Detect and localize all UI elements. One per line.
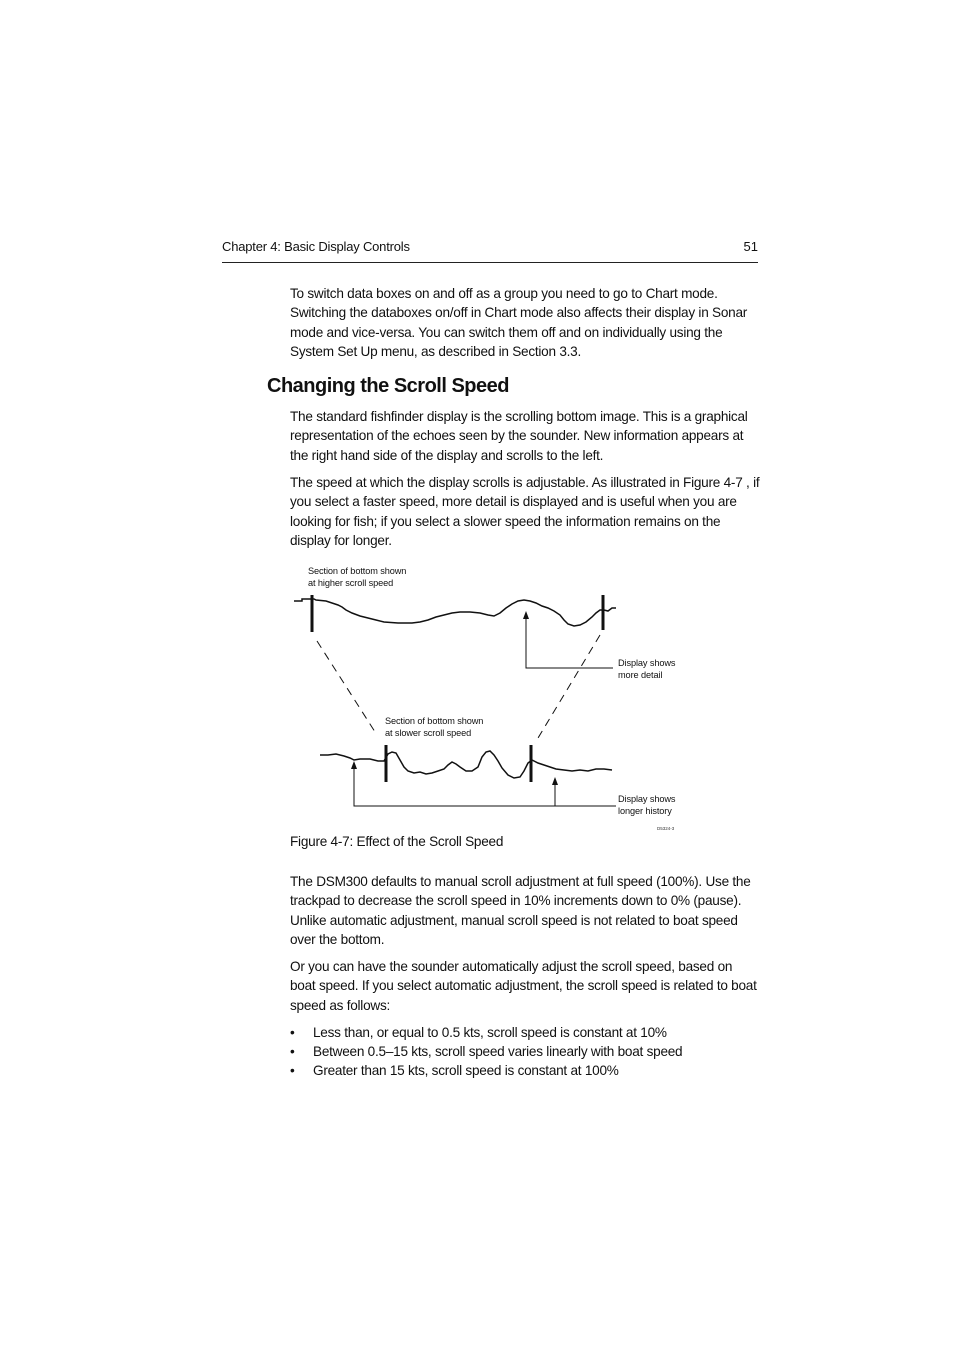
arrow-history-left (351, 761, 357, 769)
fast-scroll-bottom-profile (294, 599, 616, 626)
list-item-text: Greater than 15 kts, scroll speed is constant at 100% (313, 1063, 619, 1079)
intro-paragraph: To switch data boxes on and off as a group you need to go to Chart mode. Switching the databoxes on/off in Chart mode also affects their display in Sonar mode and vice-versa. You can switch them off and on individually using the System Set Up menu, as described in Section 3.3. (290, 286, 748, 360)
slow-scroll-bottom-profile (320, 751, 612, 778)
section-paragraph-1: The standard fishfinder display is the scrolling bottom image. This is a graphical representation of the echoes seen by the sounder. New information appears at the right hand side of the display and scrolls to the left. (290, 409, 748, 463)
scroll-speed-list (290, 1023, 760, 1081)
label-higher-scroll-speed: Section of bottom shown at higher scroll speed (308, 566, 407, 589)
label-slower-scroll-speed: Section of bottom shown at slower scroll speed (385, 716, 484, 739)
figure-caption: Figure 4-7: Effect of the Scroll Speed (290, 834, 504, 849)
arrow-more-detail (523, 611, 529, 619)
body-paragraph-2: Or you can have the sounder automatically adjust the scroll speed, based on boat speed. If you select automatic adjustment, the scroll speed is related to boat speed as follows: (290, 959, 757, 1013)
bullet-symbol: • (290, 1044, 295, 1060)
list-item (290, 1023, 760, 1042)
chapter-title: Chapter 4: Basic Display Controls (222, 239, 410, 254)
list-item (290, 1061, 760, 1080)
scroll-speed-figure (280, 555, 700, 840)
arrow-history-right (552, 777, 558, 785)
page-number: 51 (743, 239, 758, 254)
bullet-symbol: • (290, 1025, 295, 1040)
projection-left (317, 641, 377, 735)
list-item-text: Between 0.5–15 kts, scroll speed varies linearly with boat speed (313, 1044, 683, 1060)
longer-history-leader (354, 766, 616, 806)
figure-code: D5324-3 (657, 826, 675, 831)
list-item-text: Less than, or equal to 0.5 kts, scroll speed is constant at 10% (313, 1025, 667, 1040)
body-paragraph-1: The DSM300 defaults to manual scroll adjustment at full speed (100%). Use the trackpad to decrease the scroll speed in 10% increments down to 0% (pause). Unlike automatic adjustment, manual scroll speed is not related to boat speed over the bottom. (290, 874, 751, 948)
projection-right (535, 635, 600, 743)
page-header (222, 238, 758, 263)
label-longer-history: Display shows longer history (618, 794, 676, 817)
list-item (290, 1042, 760, 1061)
section-paragraph-2: The speed at which the display scrolls is adjustable. As illustrated in Figure 4-7 , if you select a faster speed, more detail is displayed and is useful when you are looking for fish; if you select a slower speed the information remains on the display for longer. (290, 475, 760, 549)
label-more-detail: Display shows more detail (618, 658, 676, 681)
bullet-symbol: • (290, 1063, 295, 1079)
section-title: Changing the Scroll Speed (267, 375, 509, 397)
